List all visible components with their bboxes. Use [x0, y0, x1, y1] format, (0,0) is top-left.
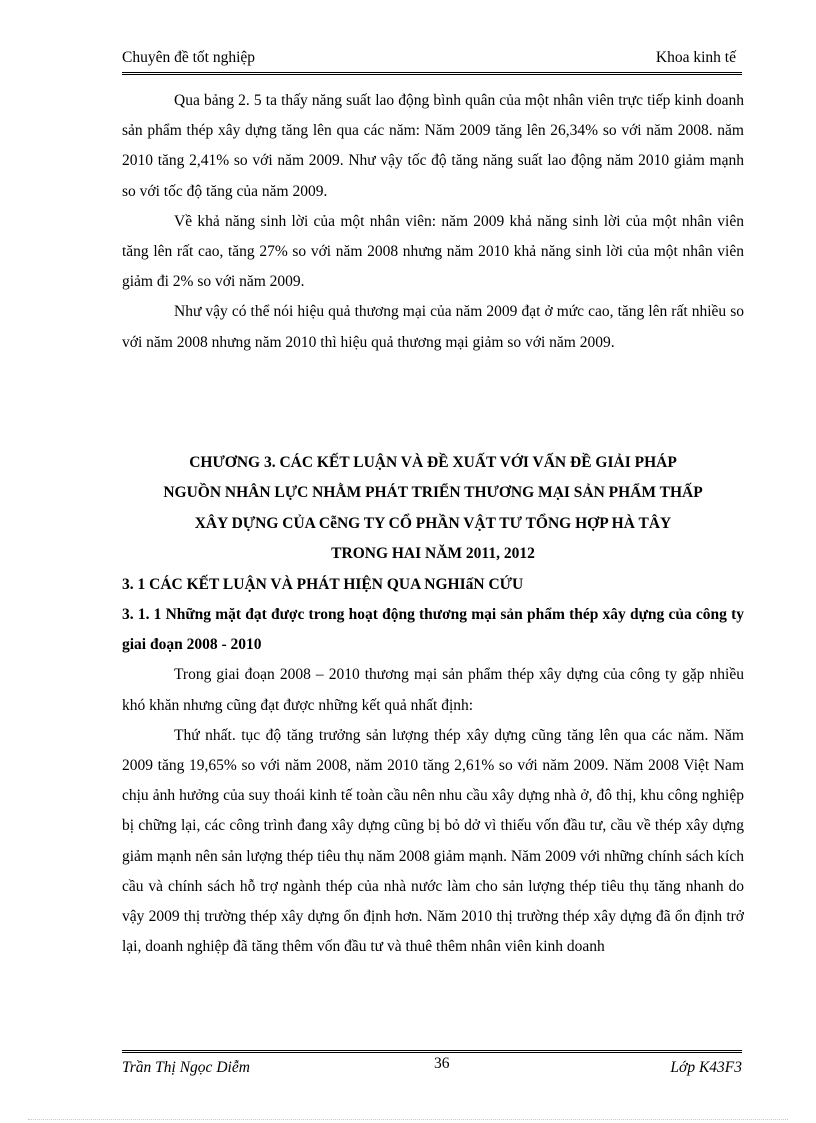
header-title: Chuyên đề tốt nghiệp [122, 49, 256, 66]
header-faculty: Khoa kinh tế [655, 49, 736, 66]
footer-author: Trần Thị Ngọc Diễm [122, 1059, 250, 1076]
paragraph-2: Về khả năng sinh lời của một nhân viên: năm 2009 khả năng sinh lời của một nhân viên tăng lên rất cao, tăng 27% so với năm 2008 nhưng năm 2010 khả năng sinh lời của một nhân viên giảm đi 2% so với năm 2009. [122, 212, 744, 291]
section-heading: 3. 1 CÁC KẾT LUẬN VÀ PHÁT HIỆN QUA NGHIấN CỨU [122, 575, 524, 593]
page-content [122, 86, 744, 962]
paragraph-5: Thứ nhất. tục độ tăng trưởng sản lượng thép xây dựng cũng tăng lên qua các năm. Năm 2009 tăng 19,65% so với năm 2008, năm 2010 tăng 2,61% so với năm 2009. Năm 2008 Việt Nam chịu ảnh hưởng của suy thoái kinh tế toàn cầu nên nhu cầu xây dựng nhà ở, đô thị, khu công nghiệp bị chững lại, các công trình đang xây dựng cũng bị bỏ dở vì thiếu vốn đầu tư, cầu về thép xây dựng giảm mạnh nên sản lượng thép tiêu thụ năm 2008 giảm mạnh. Năm 2009 với những chính sách kích cầu và chính sách hỗ trợ ngành thép của nhà nước làm cho sản lượng thép tiêu thụ tăng nhanh do vậy 2009 thị trường thép xây dựng ổn định hơn. Năm 2010 thị trường thép xây dựng đã ổn định trở lại, doanh nghiệp đã tăng thêm vốn đầu tư và thuê thêm nhân viên kinh doanh [122, 726, 744, 956]
chapter-heading-line-1: CHƯƠNG 3. CÁC KẾT LUẬN VÀ ĐỀ XUẤT VỚI VẤN ĐỀ GIẢI PHÁP [189, 453, 677, 471]
page-footer [122, 1050, 742, 1076]
footer-class: Lớp K43F3 [670, 1059, 742, 1076]
paragraph-1: Qua bảng 2. 5 ta thấy năng suất lao động bình quân của một nhân viên trực tiếp kinh doanh sản phẩm thép xây dựng tăng lên qua các năm: Năm 2009 tăng lên 26,34% so với năm 2008. năm 2010 tăng 2,41% so với năm 2009. Như vậy tốc độ tăng năng suất lao động năm 2010 giảm mạnh so với tốc độ tăng của năm 2009. [122, 92, 744, 200]
paragraph-3: Như vậy có thể nói hiệu quả thương mại của năm 2009 đạt ở mức cao, tăng lên rất nhiều so với năm 2008 nhưng năm 2010 thì hiệu quả thương mại giảm so với năm 2009. [122, 303, 744, 351]
page-number: 36 [434, 1055, 450, 1072]
subsection-heading: 3. 1. 1 Những mặt đạt được trong hoạt động thương mại sản phẩm thép xây dựng của công ty giai đoạn 2008 - 2010 [122, 606, 744, 654]
chapter-heading-line-3: XÂY DỰNG CỦA CễNG TY CỔ PHẦN VẬT TƯ TỔNG HỢP HÀ TÂY [194, 514, 672, 532]
chapter-heading-line-2: NGUỒN NHÂN LỰC NHẰM PHÁT TRIỂN THƯƠNG MẠI SẢN PHẨM THẤP [163, 484, 703, 502]
chapter-heading-line-4: TRONG HAI NĂM 2011, 2012 [331, 545, 535, 563]
page-header [122, 44, 742, 75]
paragraph-4: Trong giai đoạn 2008 – 2010 thương mại sản phẩm thép xây dựng của công ty gặp nhiều khó khăn nhưng cũng đạt được những kết quả nhất định: [122, 666, 744, 714]
chapter-heading [122, 448, 744, 570]
page-border-divider [28, 1119, 788, 1120]
